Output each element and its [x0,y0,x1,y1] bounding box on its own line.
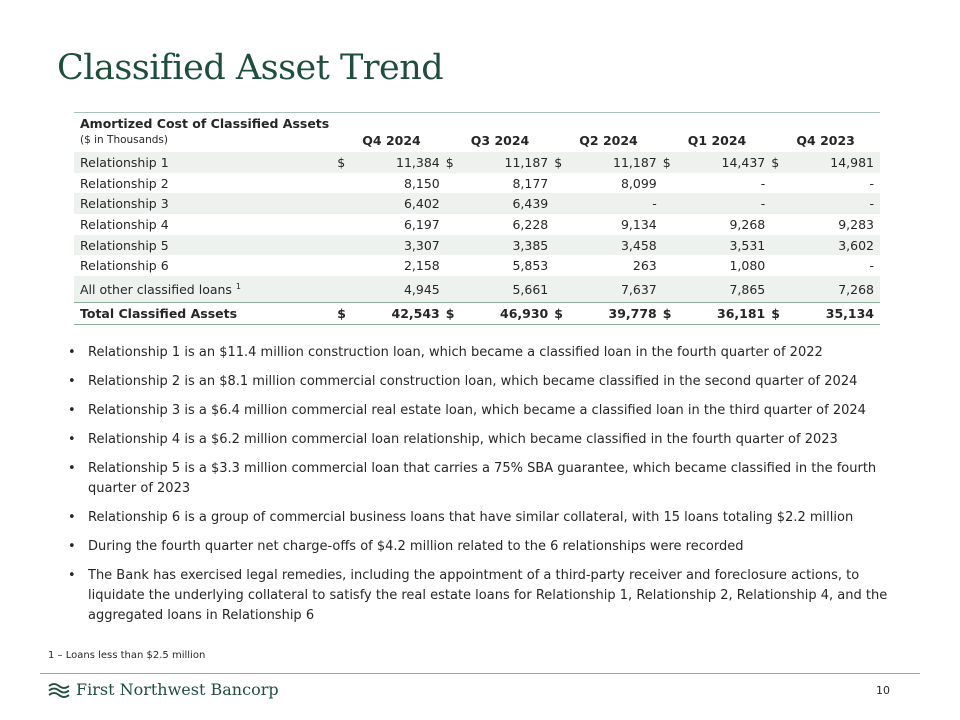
table-cell: 11,187 [468,152,554,173]
wave-lines-icon [48,682,70,698]
column-header: Q4 2024 [362,132,421,148]
row-label [74,255,337,276]
row-label [74,303,337,325]
currency-symbol [771,255,793,276]
row-label [74,214,337,235]
total-row [74,303,880,325]
table-cell: 6,439 [468,193,554,214]
table-header-subtitle: ($ in Thousands) [80,134,168,146]
table-row [74,276,880,303]
table-header-title: Amortized Cost of Classified Assets [74,113,880,132]
bullet-item: • Relationship 4 is a $6.2 million commercial loan relationship, which became classified in the fourth quarter of 2023 [68,430,888,450]
currency-symbol [446,193,468,214]
currency-symbol: $ [771,303,793,325]
table-cell: - [760,175,766,191]
currency-symbol [771,235,793,256]
table-cell: 5,661 [468,276,554,303]
table-cell: 3,385 [468,235,554,256]
table-cell: 5,853 [512,258,549,274]
row-label [74,173,337,194]
footnote: 1 – Loans less than $2.5 million [48,650,206,661]
currency-symbol [663,214,685,235]
table-cell: - [685,193,771,214]
table-cell: 7,268 [793,276,880,303]
table-cell: 3,602 [793,235,880,256]
row-label [74,193,337,214]
currency-symbol [554,276,576,303]
column-header: Q4 2023 [796,132,855,148]
row-label-text: Relationship 6 [80,258,169,274]
currency-symbol [554,173,576,194]
currency-symbol [446,214,468,235]
column-header: Q3 2024 [470,132,530,148]
row-label-text: Relationship 1 [80,154,169,170]
currency-symbol [663,255,685,276]
table-cell: 9,134 [620,216,657,232]
currency-symbol [554,193,576,214]
row-label-text: All other classified loans [80,281,232,297]
table-cell: 35,134 [793,303,880,325]
column-header-row [74,131,880,152]
bullet-item: • The Bank has exercised legal remedies, including the appointment of a third-party receiver and foreclosure actions, to liquidate the underlying collateral to satisfy the real estate loans for Relationship 1, Relationship 2, Relationship 4, and the aggregated loans in Relationship 6 [68,566,888,626]
table-cell: 46,930 [468,303,554,325]
table-cell: 1,080 [729,258,766,274]
classified-assets-table-container [74,112,880,325]
currency-symbol: $ [446,152,468,173]
currency-symbol [446,235,468,256]
row-label-text: Total Classified Assets [80,305,238,321]
table-cell: 14,981 [793,152,880,173]
bullet-list [68,343,888,635]
table-cell: 2,158 [403,258,440,274]
currency-symbol [446,276,468,303]
row-label [74,152,337,173]
currency-symbol [771,173,793,194]
row-label-text: Relationship 3 [80,196,169,212]
bullet-item: • During the fourth quarter net charge-offs of $4.2 million related to the 6 relationships were recorded [68,537,888,557]
table-row [74,235,880,256]
currency-symbol [771,214,793,235]
currency-symbol [771,193,793,214]
bullet-item: • Relationship 5 is a $3.3 million commercial loan that carries a 75% SBA guarantee, which became classified in the fourth quarter of 2023 [68,459,888,499]
currency-symbol [663,276,685,303]
currency-symbol: $ [337,303,359,325]
table-row [74,193,880,214]
page-number: 10 [876,684,890,697]
row-label-text: Relationship 2 [80,175,169,191]
currency-symbol: $ [337,152,359,173]
currency-symbol: $ [771,152,793,173]
currency-symbol: $ [446,303,468,325]
table-cell: 263 [632,258,657,274]
table-cell: 3,531 [685,235,771,256]
currency-symbol [337,235,359,256]
currency-symbol [771,276,793,303]
table-cell: 7,865 [685,276,771,303]
table-cell: 14,437 [685,152,771,173]
currency-symbol: $ [663,152,685,173]
bullet-item: • Relationship 6 is a group of commercial business loans that have similar collateral, with 15 loans totaling $2.2 million [68,508,888,528]
table-body [74,152,880,324]
table-cell: 3,307 [359,235,445,256]
table-cell: 4,945 [359,276,445,303]
currency-symbol: $ [554,152,576,173]
table-row [74,214,880,235]
table-cell: 6,228 [512,216,549,232]
table-row [74,255,880,276]
currency-symbol [337,276,359,303]
currency-symbol [337,193,359,214]
currency-symbol [337,255,359,276]
classified-assets-table [74,112,880,325]
footer-divider [40,673,920,674]
currency-symbol: $ [554,303,576,325]
bullet-item: • Relationship 2 is an $8.1 million commercial construction loan, which became classified in the second quarter of 2024 [68,372,888,392]
currency-symbol: $ [663,303,685,325]
table-row [74,173,880,194]
table-cell: - [869,175,874,191]
table-cell: 42,543 [359,303,445,325]
table-cell: 6,402 [359,193,445,214]
table-cell: 9,268 [729,216,766,232]
currency-symbol [337,214,359,235]
page-title: Classified Asset Trend [57,48,444,88]
table-cell: 8,177 [512,175,549,191]
currency-symbol [446,173,468,194]
currency-symbol [554,255,576,276]
currency-symbol [663,173,685,194]
table-cell: - [793,193,880,214]
table-cell: 36,181 [685,303,771,325]
table-row [74,152,880,173]
row-label [74,276,337,303]
column-header: Q1 2024 [687,132,747,148]
currency-symbol [337,173,359,194]
table-cell: 9,283 [838,216,874,232]
table-cell: - [576,193,662,214]
table-cell: 11,384 [359,152,445,173]
currency-symbol [446,255,468,276]
row-label-text: Relationship 4 [80,216,169,232]
table-cell: 8,099 [620,175,657,191]
currency-symbol [554,235,576,256]
bullet-item: • Relationship 1 is an $11.4 million construction loan, which became a classified loan in the fourth quarter of 2022 [68,343,888,363]
table-cell: 11,187 [576,152,662,173]
table-cell: 6,197 [403,216,440,232]
column-header: Q2 2024 [579,132,638,148]
table-cell: 8,150 [403,175,440,191]
currency-symbol [663,235,685,256]
footnote-marker: 1 [235,281,242,291]
table-cell: 7,637 [576,276,662,303]
row-label [74,235,337,256]
currency-symbol [663,193,685,214]
currency-symbol [554,214,576,235]
bullet-item: • Relationship 3 is a $6.4 million commercial real estate loan, which became a classified loan in the third quarter of 2024 [68,401,888,421]
table-cell: 3,458 [576,235,662,256]
table-cell: - [869,258,874,274]
company-logo [48,680,279,699]
table-cell: 39,778 [576,303,662,325]
row-label-text: Relationship 5 [80,237,169,253]
company-name: First Northwest Bancorp [76,680,279,699]
